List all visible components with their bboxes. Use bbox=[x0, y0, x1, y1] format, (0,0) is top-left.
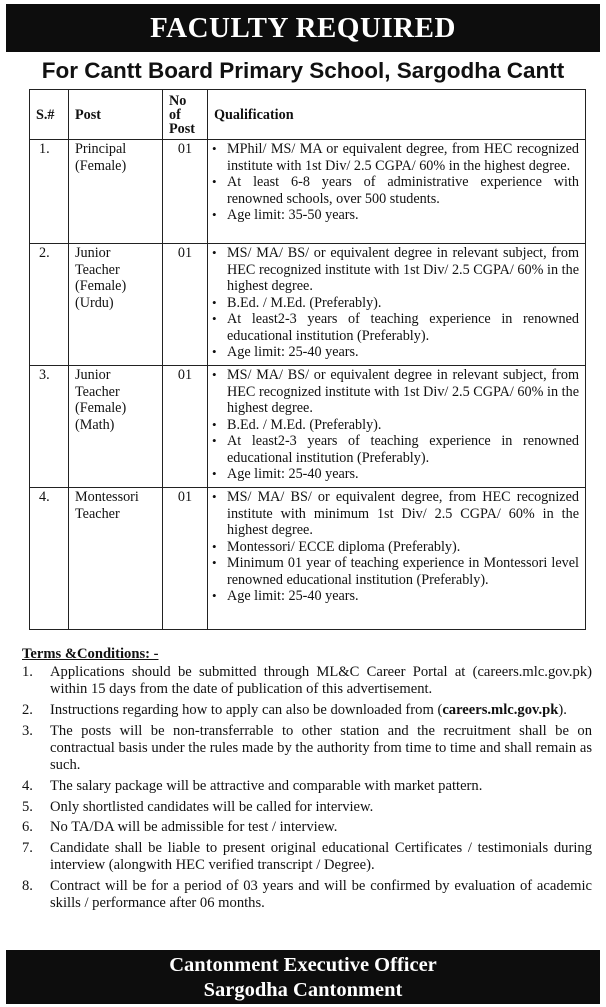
term-number: 7. bbox=[22, 840, 33, 857]
term-item bbox=[22, 664, 592, 698]
post-line: Junior bbox=[75, 367, 111, 383]
post-line: Teacher bbox=[75, 383, 120, 400]
row-post bbox=[69, 244, 163, 366]
col-post: Post bbox=[69, 90, 163, 140]
term-text: Only shortlisted candidates will be called for interview. bbox=[50, 798, 374, 815]
qualification-item: • MS/ MA/ BS/ or equivalent degree, from HEC recognized institute with minimum 1st Div/ 2.5 CGPA/ 60% in the highest degree. bbox=[212, 489, 579, 539]
post-line: Teacher bbox=[75, 261, 120, 278]
qualification-item: • MPhil/ MS/ MA or equivalent degree, from HEC recognized institute with 1st Div/ 2.5 CGPA/ 60% in the highest degree. bbox=[212, 141, 579, 174]
row-qualification bbox=[208, 488, 586, 630]
term-number: 3. bbox=[22, 722, 33, 739]
term-number: 6. bbox=[22, 819, 33, 836]
post-line: Principal bbox=[75, 141, 127, 157]
row-count: 01 bbox=[163, 366, 208, 488]
qualification-item: • Age limit: 25-40 years. bbox=[212, 588, 579, 605]
signature-banner bbox=[6, 950, 600, 1004]
table-row bbox=[30, 488, 586, 630]
term-text: Instructions regarding how to apply can also be downloaded from ( bbox=[50, 702, 443, 719]
term-number: 5. bbox=[22, 798, 33, 815]
post-line: Montessori bbox=[75, 489, 139, 505]
qualification-item: • Age limit: 25-40 years. bbox=[212, 466, 579, 483]
col-no-of-post bbox=[163, 90, 208, 140]
row-serial: 3. bbox=[30, 366, 69, 488]
qualification-item: • At least2-3 years of teaching experience in renowned educational institution (Preferably). bbox=[212, 311, 579, 344]
col-qualification: Qualification bbox=[208, 90, 586, 140]
qualification-item: • Age limit: 35-50 years. bbox=[212, 207, 579, 224]
qualification-item: • Age limit: 25-40 years. bbox=[212, 344, 579, 361]
row-serial: 1. bbox=[30, 140, 69, 244]
term-item bbox=[22, 778, 592, 795]
issuer-title: Cantonment Executive Officer bbox=[169, 954, 437, 976]
term-item bbox=[22, 723, 592, 775]
vacancy-table bbox=[29, 89, 586, 630]
term-item bbox=[22, 840, 592, 874]
term-item bbox=[22, 819, 592, 836]
post-line: (Female) bbox=[75, 157, 127, 174]
post-line: (Urdu) bbox=[75, 294, 114, 311]
terms-section bbox=[22, 646, 592, 916]
post-line: Junior bbox=[75, 245, 111, 261]
table-row bbox=[30, 244, 586, 366]
term-item bbox=[22, 799, 592, 816]
term-text: Applications should be submitted through ML&C Career Portal at (careers.mlc.gov.pk) within 15 days from the date of publication of this advertisement. bbox=[50, 664, 592, 698]
post-line: (Math) bbox=[75, 416, 115, 433]
qualification-item: • At least2-3 years of teaching experience in renowned educational institution (Preferably). bbox=[212, 433, 579, 466]
table-row bbox=[30, 140, 586, 244]
table-row bbox=[30, 366, 586, 488]
col-no-line: Post bbox=[169, 120, 196, 137]
page-subtitle: For Cantt Board Primary School, Sargodha Cantt bbox=[41, 58, 565, 83]
term-number: 8. bbox=[22, 877, 33, 894]
qualification-item: • MS/ MA/ BS/ or equivalent degree in relevant subject, from HEC recognized institute with 1st Div/ 2.5 CGPA/ 60% in the highest degree. bbox=[212, 245, 579, 295]
post-line: Teacher bbox=[75, 505, 120, 522]
qualification-item: • B.Ed. / M.Ed. (Preferably). bbox=[212, 417, 579, 434]
col-serial: S.# bbox=[30, 90, 69, 140]
qualification-item: • B.Ed. / M.Ed. (Preferably). bbox=[212, 295, 579, 312]
row-post bbox=[69, 366, 163, 488]
term-number: 4. bbox=[22, 777, 33, 794]
post-line: (Female) bbox=[75, 400, 127, 416]
table-header-row bbox=[30, 90, 586, 140]
issuer-location: Sargodha Cantonment bbox=[203, 979, 403, 1001]
term-text: Contract will be for a period of 03 years and will be confirmed by evaluation of academic skills / performance after 06 months. bbox=[50, 877, 592, 912]
title-banner bbox=[6, 4, 600, 52]
term-item bbox=[22, 878, 592, 912]
term-text: Candidate shall be liable to present original educational Certificates / testimonials during interview (alongwith HEC verified transcript / Degree). bbox=[50, 840, 592, 874]
term-text: The salary package will be attractive and comparable with market pattern. bbox=[50, 777, 483, 794]
row-serial: 4. bbox=[30, 488, 69, 630]
row-count: 01 bbox=[163, 244, 208, 366]
page-title: FACULTY REQUIRED bbox=[150, 12, 456, 44]
term-number: 2. bbox=[22, 702, 33, 719]
row-qualification bbox=[208, 140, 586, 244]
qualification-item: • MS/ MA/ BS/ or equivalent degree in relevant subject, from HEC recognized institute with 1st Div/ 2.5 CGPA/ 60% in the highest degree. bbox=[212, 367, 579, 417]
term-text: ). bbox=[558, 702, 567, 719]
row-serial: 2. bbox=[30, 244, 69, 366]
term-text: No TA/DA will be admissible for test / interview. bbox=[50, 819, 338, 836]
term-number: 1. bbox=[22, 664, 33, 681]
row-post bbox=[69, 140, 163, 244]
row-qualification bbox=[208, 244, 586, 366]
row-post bbox=[69, 488, 163, 630]
row-qualification bbox=[208, 366, 586, 488]
col-no-line: No bbox=[169, 92, 187, 109]
row-count: 01 bbox=[163, 140, 208, 244]
row-count: 01 bbox=[163, 488, 208, 630]
qualification-item: • Montessori/ ECCE diploma (Preferably). bbox=[212, 539, 579, 556]
terms-heading: Terms &Conditions: - bbox=[22, 646, 159, 662]
term-item bbox=[22, 702, 592, 719]
qualification-item: • Minimum 01 year of teaching experience in Montessori level renowned educational institution (Preferably). bbox=[212, 555, 579, 588]
col-no-line: of bbox=[169, 106, 181, 123]
post-line: (Female) bbox=[75, 278, 127, 294]
qualification-item: • At least 6-8 years of administrative experience with renowned schools, over 500 students. bbox=[212, 174, 579, 207]
term-text: The posts will be non-transferrable to other station and the recruitment shall be on contractual basis under the rules made by the authority from time to time and shall remain as such. bbox=[50, 722, 592, 774]
careers-portal-link[interactable]: careers.mlc.gov.pk bbox=[442, 702, 559, 719]
